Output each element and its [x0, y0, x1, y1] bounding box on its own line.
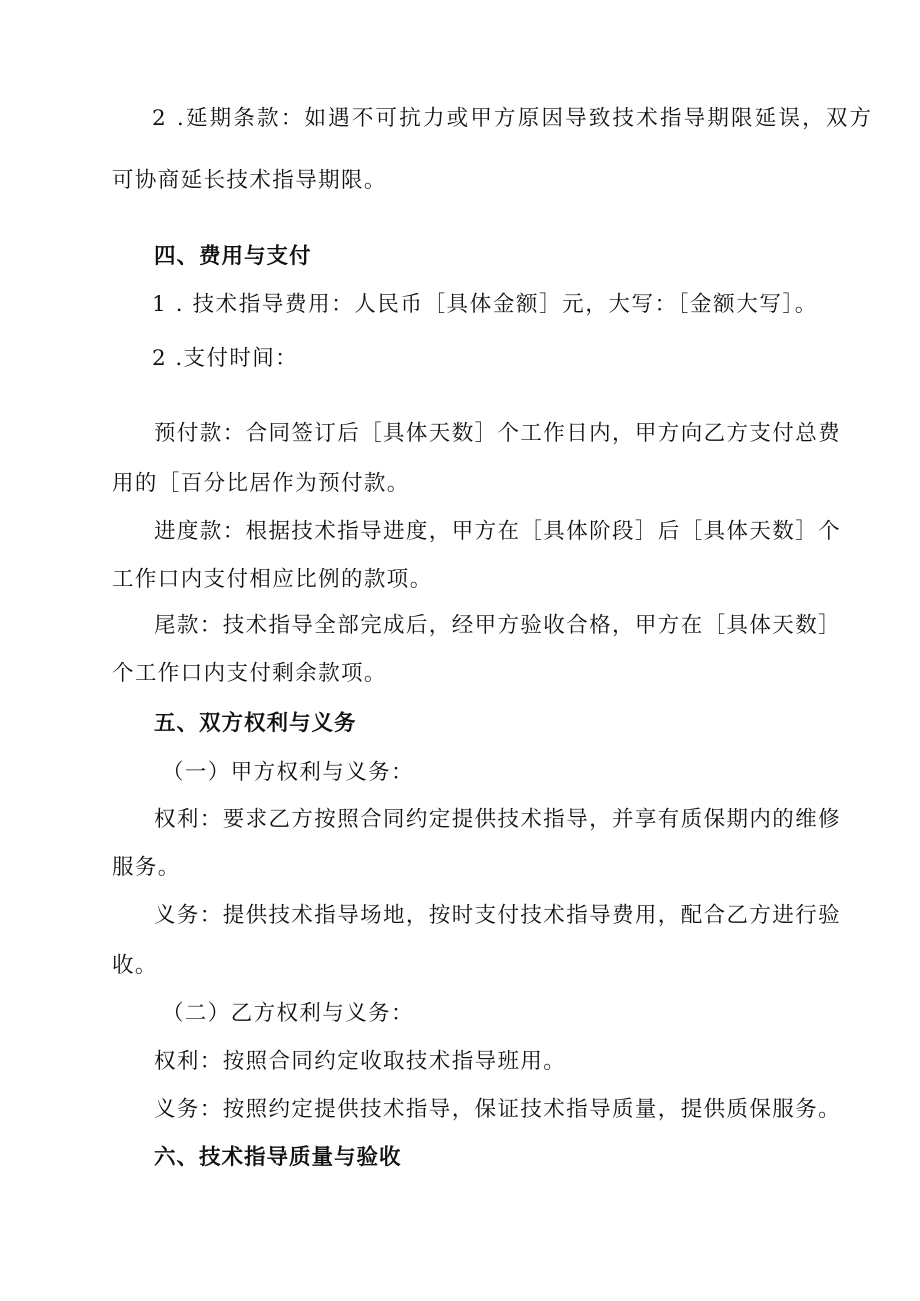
party-a-rights-line-2: 服务。 [112, 855, 181, 880]
party-b-rights: 权利：按照合同约定收取技术指导班用。 [154, 1049, 567, 1074]
section-heading-quality-acceptance: 六、技术指导质量与验收 [154, 1145, 402, 1170]
subsection-party-a: （一）甲方权利与义务： [162, 760, 414, 785]
clause-progress-payment-line-1: 进度款：根据技术指导进度，甲方在［具体阶段］后［具体天数］个 [154, 519, 842, 544]
clause-final-payment-line-2: 个工作口内支付剩余款项。 [112, 661, 387, 686]
party-a-obligations-line-1: 义务：提供技术指导场地，按时支付技术指导费用，配合乙方进行验 [154, 903, 842, 928]
clause-final-payment-line-1: 尾款：技术指导全部完成后，经甲方验收合格，甲方在［具体天数］ [154, 613, 842, 638]
clause-progress-payment-line-2: 工作口内支付相应比例的款项。 [112, 567, 433, 592]
party-b-obligations: 义务：按照约定提供技术指导，保证技术指导质量，提供质保服务。 [154, 1097, 842, 1122]
clause-advance-payment-line-2: 用的［百分比居作为预付款。 [112, 471, 410, 496]
clause-delay-line-2: 可协商延长技术指导期限。 [112, 168, 387, 193]
clause-delay-line-1: 2 .延期条款：如遇不可抗力或甲方原因导致技术指导期限延误，双方 [152, 106, 874, 131]
subsection-party-b: （二）乙方权利与义务： [162, 1001, 414, 1026]
clause-advance-payment-line-1: 预付款：合同签订后［具体天数］个工作日内，甲方向乙方支付总费 [154, 421, 842, 446]
party-a-rights-line-1: 权利：要求乙方按照合同约定提供技术指导，并享有质保期内的维修 [154, 807, 842, 832]
clause-fee-amount: 1 . 技术指导费用：人民币［具体金额］元，大写：［金额大写］。 [152, 292, 818, 317]
clause-payment-time: 2 .支付时间： [152, 346, 299, 371]
section-heading-fees-payment: 四、费用与支付 [154, 244, 312, 269]
section-heading-rights-obligations: 五、双方权利与义务 [154, 711, 357, 736]
party-a-obligations-line-2: 收。 [112, 953, 158, 978]
